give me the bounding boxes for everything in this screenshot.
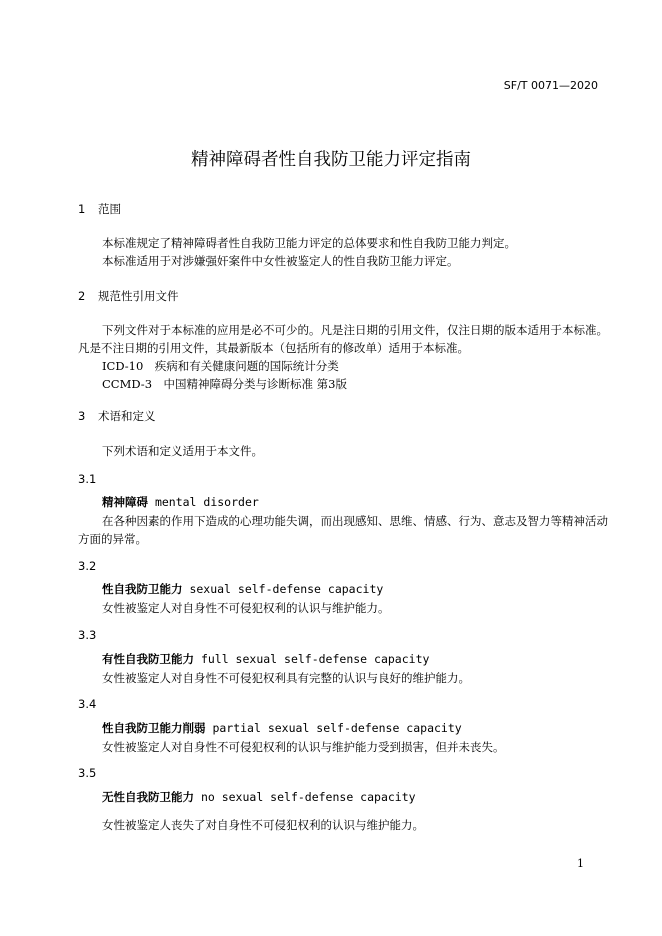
- paragraph: 下列文件对于本标准的应用是必不可少的。凡是注日期的引用文件，仅注日期的版本适用于本标准。凡是不注日期的引用文件，其最新版本（包括所有的修改单）适用于本标准。: [78, 323, 608, 355]
- term-number: 3.3: [78, 628, 97, 642]
- section-title: 术语和定义: [98, 409, 156, 423]
- term-heading: [102, 720, 462, 736]
- paragraph: 本标准适用于对涉嫌强奸案件中女性被鉴定人的性自我防卫能力评定。: [102, 254, 459, 268]
- reference-item: CCMD-3 中国精神障碍分类与诊断标准 第3版: [102, 377, 347, 391]
- section-title: 规范性引用文件: [98, 289, 179, 303]
- term-number: 3.1: [78, 472, 97, 486]
- term-heading: [102, 651, 429, 667]
- paragraph: 下列术语和定义适用于本文件。: [102, 444, 263, 458]
- section-heading-1: [78, 201, 121, 217]
- term-number: 3.4: [78, 697, 97, 711]
- term-en: partial sexual self-defense capacity: [212, 721, 462, 735]
- term-definition: 女性被鉴定人对自身性不可侵犯权利具有完整的认识与良好的维护能力。: [102, 671, 470, 685]
- term-zh: 性自我防卫能力: [102, 582, 183, 596]
- term-en: mental disorder: [154, 495, 259, 509]
- term-number: 3.5: [78, 766, 97, 780]
- term-zh: 精神障碍: [102, 495, 148, 509]
- document-title: 精神障碍者性自我防卫能力评定指南: [191, 150, 471, 170]
- page-number: 1: [577, 857, 584, 870]
- term-definition: 女性被鉴定人对自身性不可侵犯权利的认识与维护能力。: [102, 601, 390, 615]
- term-en: full sexual self-defense capacity: [200, 652, 430, 666]
- term-definition: 女性被鉴定人丧失了对自身性不可侵犯权利的认识与维护能力。: [102, 818, 424, 832]
- section-title: 范围: [98, 202, 121, 216]
- term-heading: [102, 581, 383, 597]
- section-number: 3: [78, 409, 86, 423]
- term-definition: 女性被鉴定人对自身性不可侵犯权利的认识与维护能力受到损害，但并未丧失。: [102, 740, 505, 754]
- standard-code: SF/T 0071—2020: [503, 79, 598, 92]
- term-heading: [102, 789, 416, 805]
- term-definition: 在各种因素的作用下造成的心理功能失调，而出现感知、思维、情感、行为、意志及智力等精神活动方面的异常。: [78, 514, 608, 546]
- reference-item: ICD-10 疾病和有关健康问题的国际统计分类: [102, 359, 339, 373]
- term-zh: 性自我防卫能力削弱: [102, 721, 206, 735]
- term-zh: 有性自我防卫能力: [102, 652, 194, 666]
- term-en: no sexual self-defense capacity: [200, 790, 416, 804]
- section-heading-3: [78, 408, 156, 424]
- section-number: 1: [78, 202, 86, 216]
- term-en: sexual self-defense capacity: [189, 582, 384, 596]
- term-zh: 无性自我防卫能力: [102, 790, 194, 804]
- paragraph: 本标准规定了精神障碍者性自我防卫能力评定的总体要求和性自我防卫能力判定。: [102, 236, 516, 250]
- section-heading-2: [78, 288, 179, 304]
- section-number: 2: [78, 289, 86, 303]
- term-number: 3.2: [78, 559, 97, 573]
- term-heading: [102, 494, 259, 510]
